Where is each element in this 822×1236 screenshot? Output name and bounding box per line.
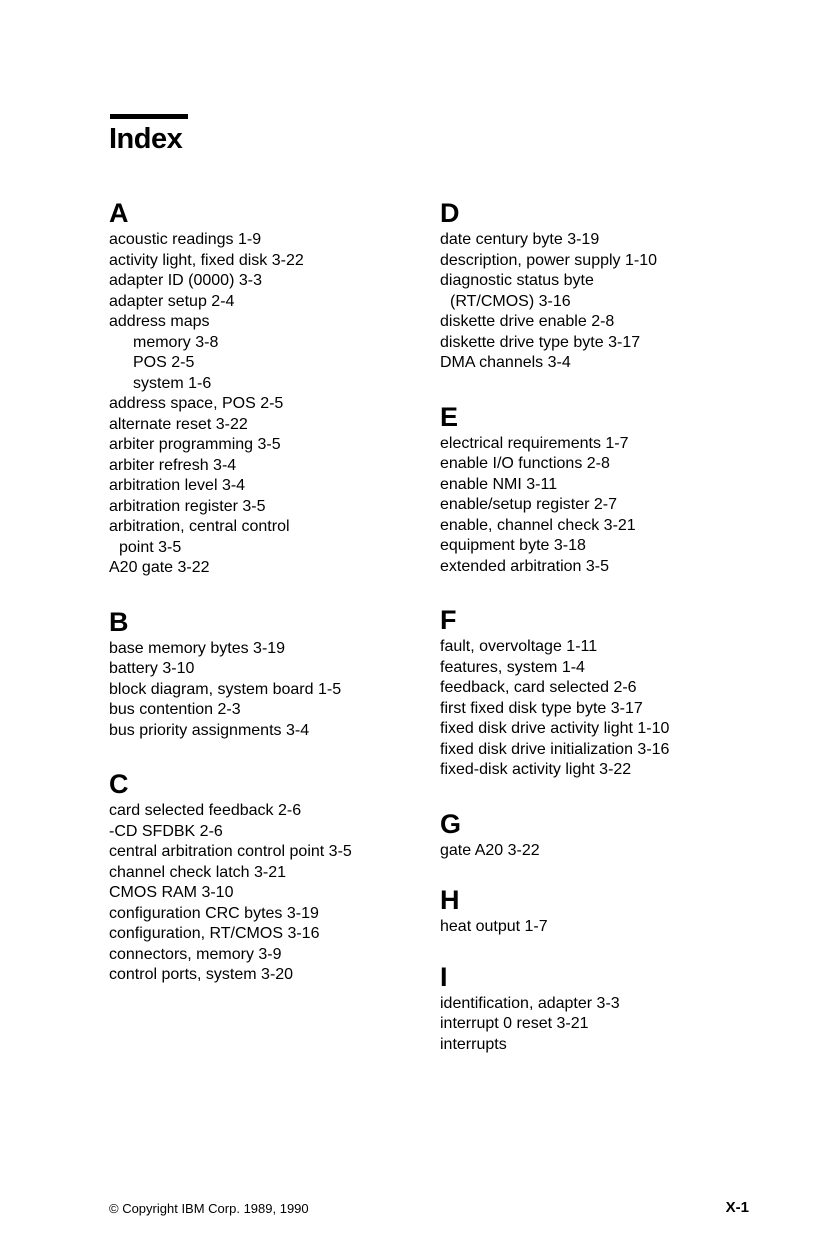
index-entry: address maps [109,313,210,330]
index-column-left [109,196,439,986]
index-entry: CMOS RAM 3-10 [109,884,234,901]
index-entry: activity light, fixed disk 3-22 [109,251,304,269]
index-entry: arbiter refresh 3-4 [109,456,237,474]
index-entry: adapter setup 2-4 [109,292,235,310]
index-section-a [109,196,439,579]
page-title: Index [109,123,183,155]
index-section-f [440,603,770,781]
section-letter-d: D [440,198,460,228]
index-entry: interrupt 0 reset 3-21 [440,1015,589,1032]
index-section-g [440,807,770,862]
index-entry: bus priority assignments 3-4 [109,721,310,739]
index-entry: base memory bytes 3-19 [109,639,286,657]
index-entry: channel check latch 3-21 [109,863,286,881]
index-section-h [440,883,770,938]
index-section-i [440,960,770,1056]
index-subentry: system 1-6 [133,374,212,392]
index-entry: central arbitration control point 3-5 [109,843,352,860]
index-entry: description, power supply 1-10 [440,251,658,269]
section-letter-f: F [440,605,457,635]
section-letter-c: C [109,769,129,799]
index-entry: enable/setup register 2-7 [440,496,617,513]
index-entry: gate A20 3-22 [440,841,540,859]
index-entry: DMA channels 3-4 [440,354,571,371]
index-entry: interrupts [440,1035,507,1053]
index-entry: card selected feedback 2-6 [109,802,302,819]
section-entries-f [440,637,770,781]
index-entry: adapter ID (0000) 3-3 [109,272,262,289]
index-entry: fixed-disk activity light 3-22 [440,761,632,778]
index-section-d [440,196,770,374]
index-entry: alternate reset 3-22 [109,415,248,433]
index-subentry: memory 3-8 [133,333,219,351]
index-entry: connectors, memory 3-9 [109,945,282,963]
index-entry: fault, overvoltage 1-11 [440,638,598,655]
copyright-footer: © Copyright IBM Corp. 1989, 1990 [109,1201,309,1216]
index-entry: acoustic readings 1-9 [109,231,262,248]
index-entry: diskette drive enable 2-8 [440,313,615,330]
index-entry: identification, adapter 3-3 [440,994,620,1012]
index-entry: arbitration level 3-4 [109,477,246,494]
index-entry-continuation: point 3-5 [119,538,182,556]
section-entries-i [440,994,770,1056]
index-entry: features, system 1-4 [440,658,585,676]
index-subentry: POS 2-5 [133,354,195,371]
index-entry: feedback, card selected 2-6 [440,679,637,696]
section-letter-h: H [440,885,460,915]
section-letter-e: E [440,401,459,432]
index-column-right [440,196,770,1055]
index-entry: diskette drive type byte 3-17 [440,333,641,351]
section-entries-h [440,917,770,938]
section-entries-e [440,434,770,578]
section-entries-c [109,801,439,986]
index-section-c [109,767,439,986]
index-entry: A20 gate 3-22 [109,559,210,576]
index-entry: configuration CRC bytes 3-19 [109,904,319,922]
index-entry-continuation: (RT/CMOS) 3-16 [450,292,571,310]
section-letter-b: B [109,606,129,637]
index-entry: electrical requirements 1-7 [440,434,629,452]
section-letter-g: G [440,808,462,839]
index-entry: bus contention 2-3 [109,701,241,718]
index-entry: arbiter programming 3-5 [109,436,281,453]
index-entry: battery 3-10 [109,660,195,677]
index-entry: arbitration register 3-5 [109,497,266,515]
index-entry: date century byte 3-19 [440,231,600,248]
section-entries-d [440,230,770,374]
section-entries-a [109,230,439,579]
page-number: X-1 [725,1199,749,1216]
index-entry: fixed disk drive initialization 3-16 [440,740,670,758]
section-entries-b [109,639,439,742]
index-section-e [440,400,770,578]
index-entry: first fixed disk type byte 3-17 [440,699,643,717]
index-entry: arbitration, central control [109,518,290,535]
index-entry: configuration, RT/CMOS 3-16 [109,925,320,942]
index-entry: enable I/O functions 2-8 [440,455,610,472]
index-entry: extended arbitration 3-5 [440,557,609,575]
index-entry: -CD SFDBK 2-6 [109,822,223,840]
index-entry: enable NMI 3-11 [440,475,558,493]
section-letter-a: A [109,198,129,228]
index-entry: fixed disk drive activity light 1-10 [440,720,670,737]
index-entry: diagnostic status byte [440,272,594,289]
index-entry: enable, channel check 3-21 [440,516,636,534]
index-entry: address space, POS 2-5 [109,395,284,412]
section-letter-i: I [440,961,448,992]
index-entry: control ports, system 3-20 [109,966,294,983]
index-entry: heat output 1-7 [440,918,548,935]
title-rule [110,114,188,119]
index-entry: block diagram, system board 1-5 [109,680,342,698]
index-section-b [109,605,439,742]
section-entries-g [440,841,770,862]
index-entry: equipment byte 3-18 [440,537,586,554]
